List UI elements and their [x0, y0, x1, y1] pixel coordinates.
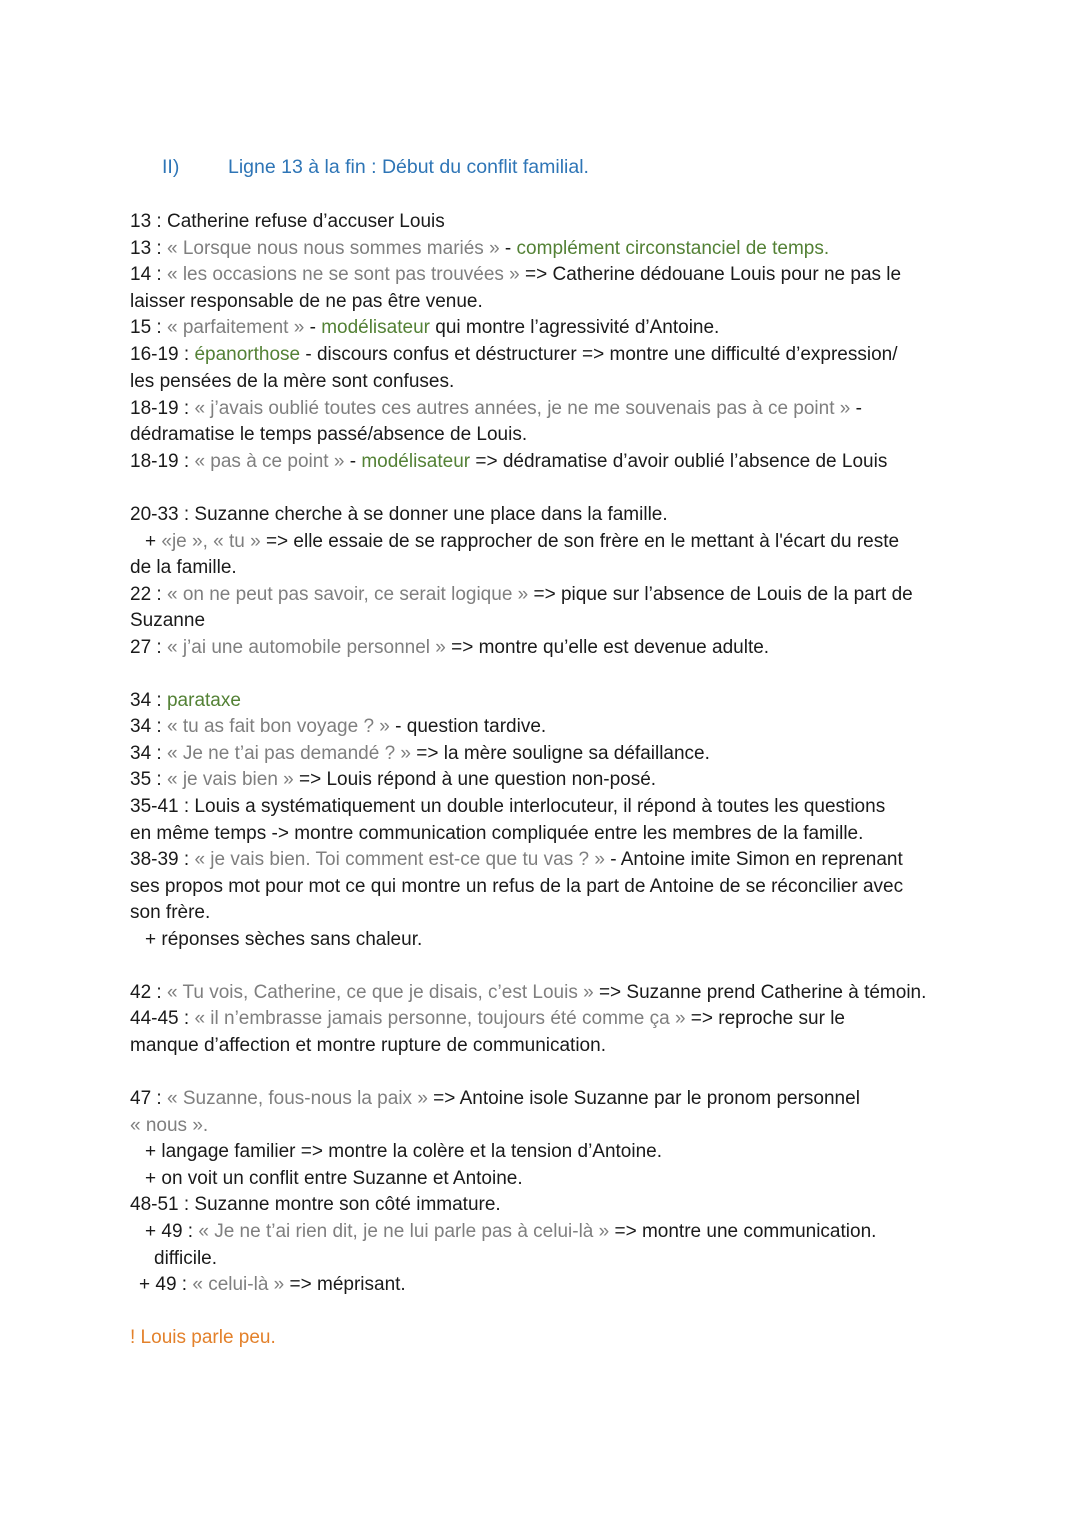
figure-of-speech-label: épanorthose: [194, 344, 301, 365]
note-line: [145, 1166, 523, 1192]
quote-text: « Tu vois, Catherine, ce que je disais, c’est Louis »: [166, 982, 594, 1003]
quote-text: « j’avais oublié toutes ces autres années, je ne me souvenais pas à ce point »: [194, 398, 851, 419]
section-number: II): [162, 156, 180, 178]
quote-text: « pas à ce point »: [194, 451, 345, 472]
note-line: [130, 555, 237, 581]
note-line: [130, 1325, 276, 1351]
note-text: -: [499, 238, 517, 259]
note-text: 35 :: [130, 769, 167, 790]
note-text: 47 :: [130, 1088, 167, 1109]
note-line: [130, 1006, 845, 1032]
note-line: [130, 396, 862, 422]
note-text: laisser responsable de ne pas être venue.: [130, 291, 483, 312]
quote-text: « il n’embrasse jamais personne, toujours été comme ça »: [194, 1008, 686, 1029]
quote-text: « Lorsque nous nous sommes mariés »: [166, 238, 500, 259]
note-line: [130, 369, 454, 395]
note-text: 38-39 :: [130, 849, 195, 870]
note-line: [139, 1272, 406, 1298]
note-text: les pensées de la mère sont confuses.: [130, 371, 455, 392]
quote-text: « nous ».: [130, 1115, 209, 1136]
note-text: 44-45 :: [130, 1008, 195, 1029]
quote-text: « parfaitement »: [166, 317, 305, 338]
note-line: [130, 209, 445, 235]
note-line: [130, 847, 903, 873]
note-text: 13 : Catherine refuse d’accuser Louis: [130, 211, 445, 232]
note-line: [130, 422, 527, 448]
note-line: [130, 714, 546, 740]
note-text: 48-51 : Suzanne montre son côté immature.: [130, 1194, 501, 1215]
note-line: [130, 900, 210, 926]
note-line: [130, 688, 241, 714]
note-text: ses propos mot pour mot ce qui montre un refus de la part de Antoine de se réconcilier avec: [130, 876, 904, 897]
note-line: [130, 874, 903, 900]
quote-text: « les occasions ne se sont pas trouvées »: [166, 264, 520, 285]
note-text: qui montre l’agressivité d’Antoine.: [429, 317, 720, 338]
section-title: Ligne 13 à la fin : Début du conflit familial.: [228, 156, 589, 178]
note-line: [130, 342, 898, 368]
note-text: + 49 :: [139, 1274, 193, 1295]
remark-text: ! Louis parle peu.: [130, 1327, 276, 1348]
note-line: [130, 1033, 606, 1059]
note-line: [130, 502, 668, 528]
quote-text: « on ne peut pas savoir, ce serait logique »: [166, 584, 529, 605]
note-text: 18-19 :: [130, 398, 195, 419]
note-line: [145, 1139, 662, 1165]
note-text: manque d’affection et montre rupture de communication.: [130, 1035, 606, 1056]
note-line: [130, 741, 710, 767]
note-line: [130, 1113, 208, 1139]
note-text: 34 :: [130, 716, 167, 737]
note-text: + 49 :: [145, 1221, 199, 1242]
note-text: 20-33 : Suzanne cherche à se donner une place dans la famille.: [130, 504, 668, 525]
note-text: 15 :: [130, 317, 167, 338]
note-text: 34 :: [130, 690, 167, 711]
note-line: [154, 1246, 217, 1272]
note-line: [130, 608, 205, 634]
note-text: difficile.: [154, 1248, 218, 1269]
quote-text: « Suzanne, fous-nous la paix »: [166, 1088, 428, 1109]
note-text: 16-19 :: [130, 344, 195, 365]
note-text: => montre qu’elle est devenue adulte.: [445, 637, 770, 658]
note-line: [130, 236, 829, 262]
note-text: + réponses sèches sans chaleur.: [145, 929, 423, 950]
note-text: + on voit un conflit entre Suzanne et Antoine.: [145, 1168, 523, 1189]
note-text: => Suzanne prend Catherine à témoin.: [593, 982, 927, 1003]
note-text: -: [850, 398, 862, 419]
quote-text: « Je ne t’ai rien dit, je ne lui parle pas à celui-là »: [198, 1221, 610, 1242]
note-text: - question tardive.: [389, 716, 547, 737]
note-text: dédramatise le temps passé/absence de Louis.: [130, 424, 528, 445]
note-text: son frère.: [130, 902, 211, 923]
note-text: => dédramatise d’avoir oublié l’absence de Louis: [470, 451, 888, 472]
quote-text: « j’ai une automobile personnel »: [166, 637, 446, 658]
note-text: => montre une communication.: [609, 1221, 877, 1242]
note-line: [130, 635, 769, 661]
quote-text: « celui-là »: [192, 1274, 285, 1295]
note-line: [130, 1086, 860, 1112]
note-text: 42 :: [130, 982, 167, 1003]
note-line: [130, 289, 483, 315]
note-text: => elle essaie de se rapprocher de son frère en le mettant à l'écart du reste: [260, 531, 900, 552]
note-line: [130, 767, 656, 793]
note-line: [145, 927, 422, 953]
quote-text: «je », « tu »: [161, 531, 261, 552]
quote-text: « Je ne t’ai pas demandé ? »: [166, 743, 411, 764]
note-text: => pique sur l’absence de Louis de la part de: [528, 584, 913, 605]
note-text: 13 :: [130, 238, 167, 259]
note-text: 22 :: [130, 584, 167, 605]
note-line: [130, 262, 901, 288]
note-text: - discours confus et déstructurer => montre une difficulté d’expression/: [300, 344, 898, 365]
note-line: [130, 582, 913, 608]
section-heading: [162, 156, 589, 179]
note-line: [130, 980, 926, 1006]
quote-text: « je vais bien. Toi comment est-ce que tu vas ? »: [194, 849, 605, 870]
note-line: [130, 794, 885, 820]
note-text: => Catherine dédouane Louis pour ne pas le: [519, 264, 902, 285]
note-line: [130, 1192, 501, 1218]
note-text: 14 :: [130, 264, 167, 285]
figure-of-speech-label: complément circonstanciel de temps.: [516, 238, 830, 259]
note-text: de la famille.: [130, 557, 237, 578]
note-line: [145, 1219, 876, 1245]
note-text: 35-41 : Louis a systématiquement un double interlocuteur, il répond à toutes les questions: [130, 796, 886, 817]
figure-of-speech-label: modélisateur: [321, 317, 430, 338]
note-text: - Antoine imite Simon en reprenant: [604, 849, 903, 870]
note-text: -: [344, 451, 362, 472]
quote-text: « je vais bien »: [166, 769, 294, 790]
note-text: => la mère souligne sa défaillance.: [411, 743, 710, 764]
note-text: Suzanne: [130, 610, 206, 631]
note-line: [145, 529, 899, 555]
note-line: [130, 449, 887, 475]
note-text: => Antoine isole Suzanne par le pronom personnel: [427, 1088, 860, 1109]
note-text: 34 :: [130, 743, 167, 764]
note-text: 27 :: [130, 637, 167, 658]
note-text: en même temps -> montre communication compliquée entre les membres de la famille.: [130, 823, 864, 844]
figure-of-speech-label: parataxe: [166, 690, 241, 711]
quote-text: « tu as fait bon voyage ? »: [166, 716, 390, 737]
note-text: => reproche sur le: [685, 1008, 845, 1029]
note-text: => Louis répond à une question non-posé.: [293, 769, 657, 790]
note-line: [130, 821, 863, 847]
note-line: [130, 315, 719, 341]
note-text: + langage familier => montre la colère et la tension d’Antoine.: [145, 1141, 663, 1162]
note-text: 18-19 :: [130, 451, 195, 472]
note-text: +: [145, 531, 162, 552]
note-text: => méprisant.: [284, 1274, 406, 1295]
note-text: -: [304, 317, 322, 338]
figure-of-speech-label: modélisateur: [361, 451, 471, 472]
